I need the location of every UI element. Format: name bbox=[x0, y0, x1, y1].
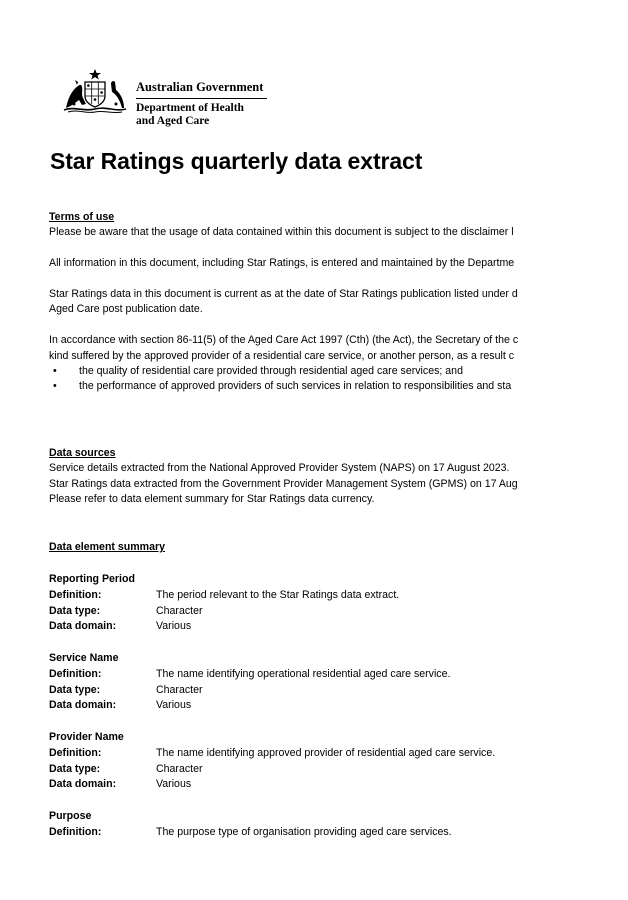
element-definition: The name identifying approved provider of residential aged care service. bbox=[156, 746, 496, 759]
department-name-line2: and Aged Care bbox=[136, 114, 210, 127]
data-sources-heading: Data sources bbox=[49, 447, 116, 459]
element-definition: The purpose type of organisation providing aged care services. bbox=[156, 825, 452, 838]
element-data-domain: Various bbox=[156, 699, 192, 712]
data-sources-section bbox=[49, 446, 532, 508]
terms-paragraph-3-line-1: Star Ratings data in this document is current as at the date of Star Ratings publication listed under d bbox=[49, 287, 518, 300]
element-data-domain: Various bbox=[156, 778, 192, 791]
element-purpose: Purpose Definition: The purpose type of organisation providing aged care services. bbox=[49, 809, 452, 841]
terms-paragraph-2: All information in this document, including Star Ratings, is entered and maintained by the Departme bbox=[49, 257, 515, 270]
data-sources-line-1: Service details extracted from the National Approved Provider System (NAPS) on 17 August 2023. bbox=[49, 462, 510, 475]
data-element-summary-section bbox=[49, 540, 532, 555]
terms-of-use-section bbox=[49, 210, 532, 395]
element-name: Provider Name bbox=[49, 731, 124, 743]
element-name: Purpose bbox=[49, 810, 92, 822]
page-title: Star Ratings quarterly data extract bbox=[50, 148, 423, 174]
element-definition: The name identifying operational residential aged care service. bbox=[156, 667, 451, 680]
element-provider-name: Provider Name Definition: The name identifying approved provider of residential aged care service. Data type: Character Data domain: Various bbox=[49, 730, 495, 793]
terms-bullet-2: • the performance of approved providers of such services in relation to responsibilities and sta bbox=[53, 380, 512, 393]
terms-paragraph-4-line-2: kind suffered by the approved provider of a residential care service, or another person, as a result c bbox=[49, 349, 515, 362]
terms-bullet-1: • the quality of residential care provided through residential aged care services; and bbox=[53, 364, 463, 377]
element-data-type: Character bbox=[156, 683, 203, 696]
element-data-type: Character bbox=[156, 762, 203, 775]
branding-divider bbox=[136, 98, 267, 99]
coat-of-arms-logo bbox=[60, 68, 130, 114]
terms-heading: Terms of use bbox=[49, 211, 115, 223]
element-data-type: Character bbox=[156, 604, 203, 617]
data-sources-line-2: Star Ratings data extracted from the Government Provider Management System (GPMS) on 17 Aug bbox=[49, 477, 518, 490]
department-name-line1: Department of Health bbox=[136, 102, 244, 114]
element-data-domain: Various bbox=[156, 620, 192, 633]
element-name: Reporting Period bbox=[49, 573, 135, 585]
data-sources-line-3: Please refer to data element summary for Star Ratings data currency. bbox=[49, 493, 375, 506]
element-name: Service Name bbox=[49, 652, 119, 664]
government-name: Australian Government bbox=[136, 80, 264, 94]
element-service-name: Service Name Definition: The name identifying operational residential aged care service. Data type: Character Data domain: Various bbox=[49, 651, 450, 714]
terms-paragraph-4-line-1: In accordance with section 86-11(5) of the Aged Care Act 1997 (Cth) (the Act), the Secretary of the c bbox=[49, 334, 519, 347]
element-definition: The period relevant to the Star Ratings data extract. bbox=[156, 588, 400, 601]
terms-paragraph-3-line-2: Aged Care post publication date. bbox=[49, 303, 203, 316]
government-branding bbox=[136, 80, 267, 127]
data-element-summary-heading: Data element summary bbox=[49, 541, 165, 553]
element-reporting-period: Reporting Period Definition: The period relevant to the Star Ratings data extract. Data type: Character Data domain: Various bbox=[49, 572, 399, 635]
terms-paragraph-1: Please be aware that the usage of data contained within this document is subject to the disclaimer l bbox=[49, 226, 514, 239]
